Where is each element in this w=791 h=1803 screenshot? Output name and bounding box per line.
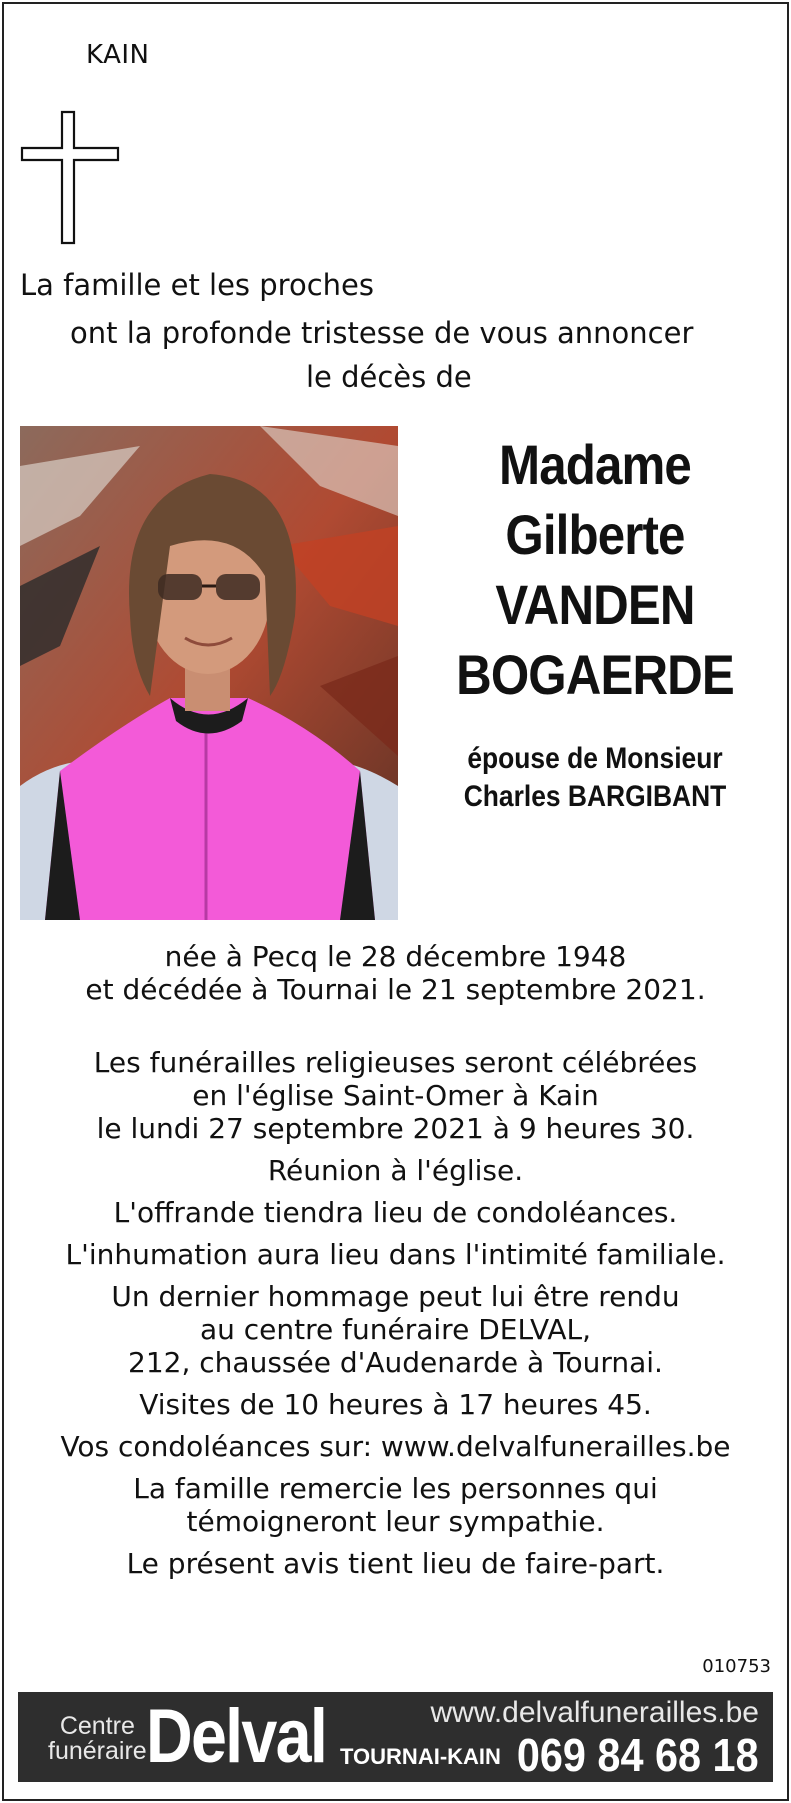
tribute-line-3: 212, chaussée d'Audenarde à Tournai. xyxy=(128,1346,663,1379)
tribute-line-1: Un dernier hommage peut lui être rendu xyxy=(111,1280,680,1313)
cross-icon xyxy=(20,110,120,245)
deceased-name-block xyxy=(410,430,780,816)
funeral-line-3: le lundi 27 septembre 2021 à 9 heures 30. xyxy=(96,1112,695,1145)
website-link[interactable]: www.delvalfunerailles.be xyxy=(430,1696,759,1729)
reference-number: 010753 xyxy=(702,1656,771,1677)
intro-line-1: La famille et les proches xyxy=(20,268,374,302)
thanks-line-1: La famille remercie les personnes qui xyxy=(133,1472,658,1505)
phone-number[interactable]: 069 84 68 18 xyxy=(517,1729,759,1781)
spouse-line-2: Charles BARGIBANT xyxy=(463,780,727,813)
funeral-line-1: Les funérailles religieuses seront célébrées xyxy=(93,1046,698,1079)
visits-line: Visites de 10 heures à 17 heures 45. xyxy=(139,1388,652,1421)
centre-funeraire-label xyxy=(48,1714,147,1764)
offering-line: L'offrande tiendra lieu de condoléances. xyxy=(113,1196,678,1229)
burial-line: L'inhumation aura lieu dans l'intimité familiale. xyxy=(65,1238,726,1271)
intro-line-2: ont la profonde tristesse de vous annoncer xyxy=(70,316,694,350)
spouse-info xyxy=(432,740,758,816)
brand-logo-text: Delval xyxy=(146,1694,327,1779)
intro-line-3: le décès de xyxy=(306,360,472,394)
meeting-line: Réunion à l'église. xyxy=(267,1154,524,1187)
funeral-line-2: en l'église Saint-Omer à Kain xyxy=(192,1079,599,1112)
portrait-photo xyxy=(20,426,398,920)
city-label: TOURNAI-KAIN xyxy=(340,1744,501,1769)
deceased-last-name-2: BOGAERDE xyxy=(456,643,734,706)
obituary-details xyxy=(0,940,791,1580)
death-line: et décédée à Tournai le 21 septembre 2021. xyxy=(85,973,706,1006)
notice-line: Le présent avis tient lieu de faire-part. xyxy=(126,1547,665,1580)
birth-line: née à Pecq le 28 décembre 1948 xyxy=(164,940,627,973)
tribute-line-2: au centre funéraire DELVAL, xyxy=(199,1313,591,1346)
spouse-line-1: épouse de Monsieur xyxy=(467,742,723,775)
centre-label-line-2: funéraire xyxy=(48,1737,147,1765)
deceased-title: Madame xyxy=(499,433,691,496)
deceased-first-name: Gilberte xyxy=(505,503,685,566)
deceased-last-name-1: VANDEN xyxy=(495,573,695,636)
condolences-line: Vos condoléances sur: www.delvalfunerailles.be xyxy=(60,1430,731,1463)
centre-label-line-1: Centre xyxy=(59,1712,135,1740)
funeral-home-banner xyxy=(18,1692,773,1782)
place-name: KAIN xyxy=(86,40,150,70)
thanks-line-2: témoigneront leur sympathie. xyxy=(186,1505,605,1538)
